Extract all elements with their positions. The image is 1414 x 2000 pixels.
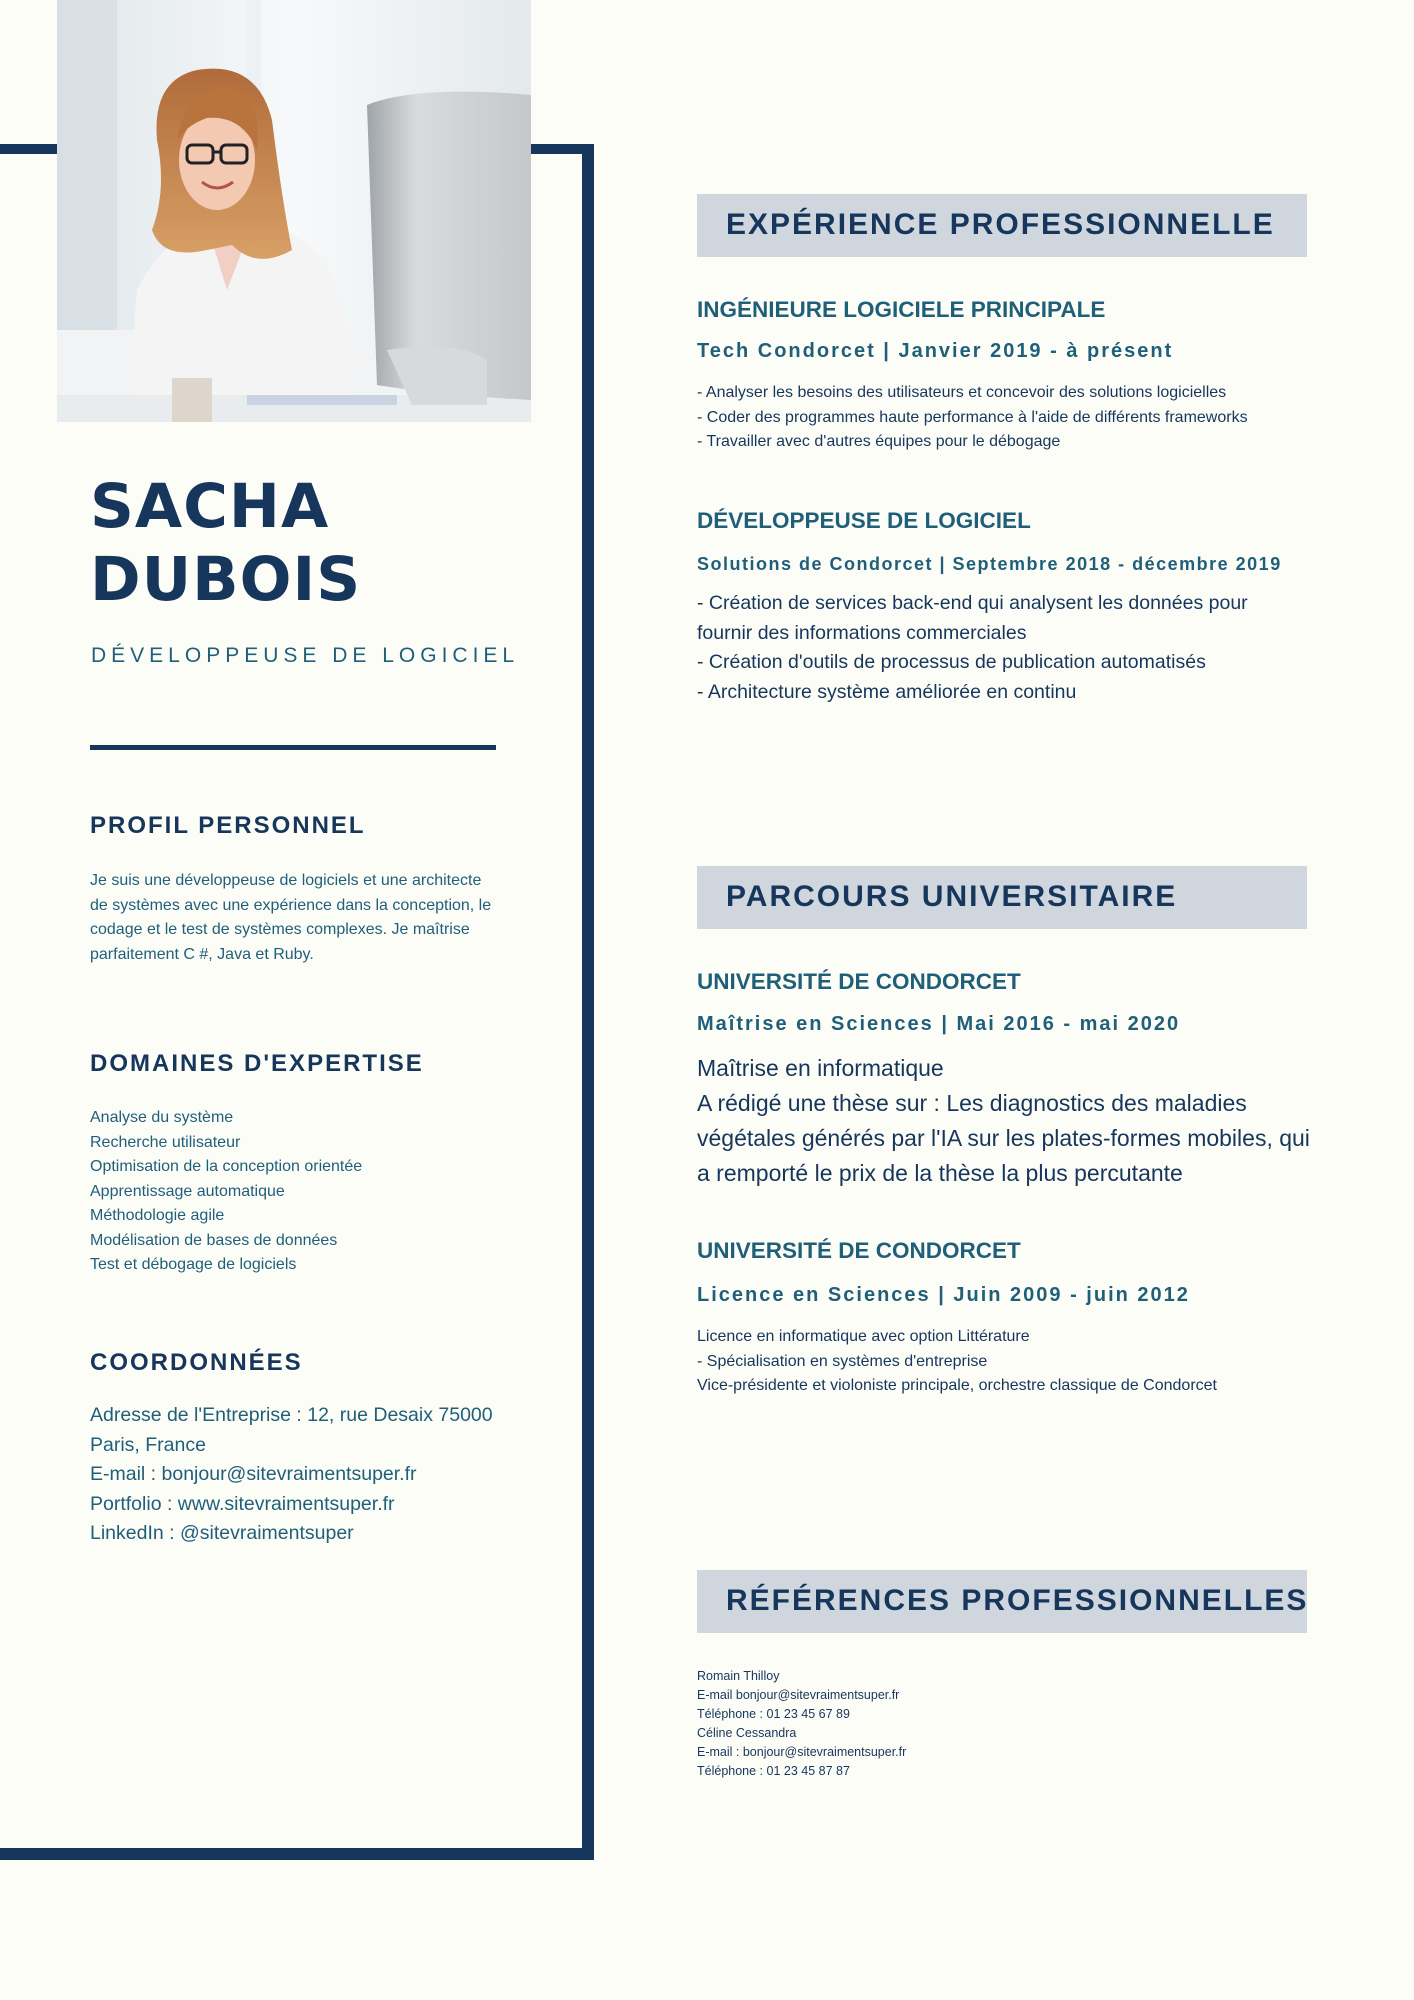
expertise-item: Test et débogage de logiciels (90, 1256, 297, 1273)
frame-line-top-left (0, 144, 60, 154)
reference-2-email: E-mail : bonjour@sitevraimentsuper.fr (697, 1745, 907, 1759)
frame-line-right (582, 144, 594, 1860)
job-title: DÉVELOPPEUSE DE LOGICIEL (91, 644, 520, 667)
school-1-line: a remporté le prix de la thèse la plus percutante (697, 1160, 1183, 1186)
expertise-list (90, 1106, 510, 1278)
profile-line: de systèmes avec une expérience dans la conception, le (90, 896, 492, 914)
school-1-subtitle: Maîtrise en Sciences | Mai 2016 - mai 2020 (697, 1013, 1181, 1035)
profile-photo (57, 0, 531, 422)
references-list (697, 1667, 1317, 1781)
job-1-subtitle: Tech Condorcet | Janvier 2019 - à présent (697, 340, 1174, 362)
contact-heading: COORDONNÉES (90, 1349, 303, 1376)
school-2-description (697, 1325, 1317, 1399)
reference-2-name: Céline Cessandra (697, 1726, 797, 1740)
profile-line: Je suis une développeuse de logiciels et une architecte (90, 872, 482, 889)
job-2-line: fournir des informations commerciales (697, 621, 1027, 644)
expertise-item: Analyse du système (90, 1109, 234, 1126)
school-1-description (697, 1051, 1317, 1191)
job-2-title: DÉVELOPPEUSE DE LOGICIEL (697, 508, 1031, 533)
school-2-line: - Spécialisation en systèmes d'entreprise (697, 1352, 988, 1370)
last-name: DUBOIS (90, 544, 362, 615)
candidate-name (90, 470, 361, 616)
first-name: SACHA (90, 471, 330, 542)
expertise-item: Recherche utilisateur (90, 1133, 241, 1151)
profile-line: parfaitement C #, Java et Ruby. (90, 945, 314, 963)
job-2-line: - Architecture système améliorée en continu (697, 680, 1077, 703)
experience-heading: EXPÉRIENCE PROFESSIONNELLE (726, 208, 1275, 241)
frame-line-bottom (0, 1848, 594, 1860)
name-divider (90, 745, 496, 750)
job-1-title: INGÉNIEURE LOGICIELE PRINCIPALE (697, 297, 1106, 322)
profile-heading: PROFIL PERSONNEL (90, 812, 366, 839)
job-2-description (697, 589, 1317, 707)
experience-section-header (697, 194, 1307, 257)
job-2-subtitle: Solutions de Condorcet | Septembre 2018 - décembre 2019 (697, 554, 1282, 574)
profile-text (90, 869, 510, 967)
school-1-title: UNIVERSITÉ DE CONDORCET (697, 969, 1021, 994)
contact-address: Adresse de l'Entreprise : 12, rue Desaix 75000 (90, 1404, 493, 1426)
expertise-item: Optimisation de la conception orientée (90, 1158, 363, 1175)
reference-1-phone: Téléphone : 01 23 45 67 89 (697, 1707, 850, 1721)
references-section-header (697, 1570, 1307, 1633)
expertise-item: Méthodologie agile (90, 1207, 225, 1224)
school-2-line: Vice-présidente et violoniste principale, orchestre classique de Condorcet (697, 1377, 1217, 1394)
school-1-line: Maîtrise en informatique (697, 1055, 944, 1081)
reference-2-phone: Téléphone : 01 23 45 87 87 (697, 1764, 850, 1778)
reference-1-email: E-mail bonjour@sitevraimentsuper.fr (697, 1688, 900, 1702)
school-2-subtitle: Licence en Sciences | Juin 2009 - juin 2012 (697, 1284, 1190, 1306)
expertise-item: Apprentissage automatique (90, 1182, 285, 1200)
contact-address-city: Paris, France (90, 1433, 206, 1456)
profile-line: codage et le test de systèmes complexes. Je maîtrise (90, 921, 470, 938)
contact-linkedin: LinkedIn : @sitevraimentsuper (90, 1522, 354, 1544)
reference-1-name: Romain Thilloy (697, 1669, 780, 1683)
profile-photo-illustration (57, 0, 531, 422)
expertise-item: Modélisation de bases de données (90, 1231, 338, 1249)
job-2-line: - Création de services back-end qui analysent les données pour (697, 592, 1248, 614)
job-1-description (697, 381, 1317, 455)
school-1-line: végétales générés par l'IA sur les plates-formes mobiles, qui (697, 1125, 1310, 1151)
contact-portfolio: Portfolio : www.sitevraimentsuper.fr (90, 1492, 395, 1515)
education-heading: PARCOURS UNIVERSITAIRE (726, 880, 1178, 913)
school-2-line: Licence en informatique avec option Littérature (697, 1328, 1030, 1345)
contact-details (90, 1401, 510, 1549)
references-heading: RÉFÉRENCES PROFESSIONNELLES (726, 1584, 1309, 1617)
job-1-line: - Travailler avec d'autres équipes pour le débogage (697, 433, 1061, 450)
job-1-line: - Coder des programmes haute performance à l'aide de différents frameworks (697, 408, 1248, 426)
job-1-line: - Analyser les besoins des utilisateurs et concevoir des solutions logicielles (697, 384, 1227, 401)
school-2-title: UNIVERSITÉ DE CONDORCET (697, 1238, 1021, 1263)
contact-email: E-mail : bonjour@sitevraimentsuper.fr (90, 1463, 417, 1485)
education-section-header (697, 866, 1307, 929)
job-2-line: - Création d'outils de processus de publication automatisés (697, 651, 1206, 673)
school-1-line: A rédigé une thèse sur : Les diagnostics des maladies (697, 1090, 1247, 1116)
expertise-heading: DOMAINES D'EXPERTISE (90, 1050, 424, 1077)
